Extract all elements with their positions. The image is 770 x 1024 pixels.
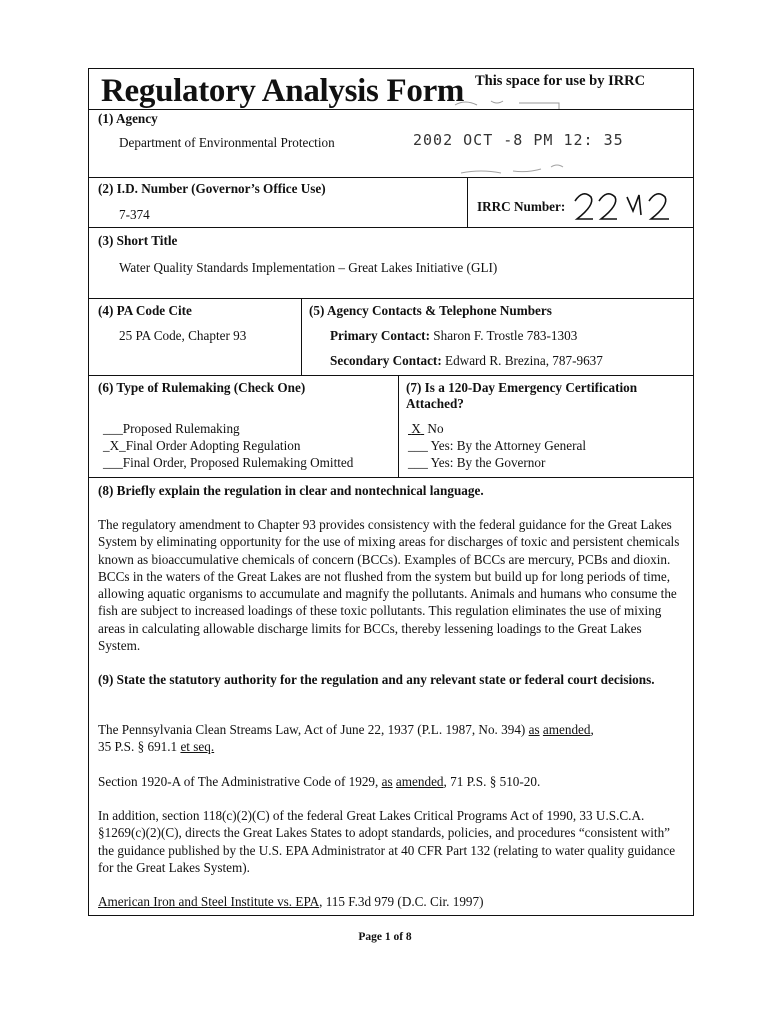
primary-contact-value: Sharon F. Trostle 783-1303 [433, 328, 578, 343]
authority-paragraph-2: Section 1920-A of The Administrative Code of 1929, as amended, 71 P.S. § 510-20. [98, 774, 541, 789]
divider [89, 375, 693, 376]
rulemaking-option [103, 421, 240, 437]
id-number-label: (2) I.D. Number (Governor’s Office Use) [98, 181, 326, 196]
pa-code-label: (4) PA Code Cite [98, 303, 192, 318]
authority-paragraph-3: In addition, section 118(c)(2)(C) of the federal Great Lakes Critical Programs Act of 1990, 33 U.S.C.A. §1269(c)(2)(C), directs the Great Lakes States to adopt standards, policies, and procedures “consistent with” the guidance published by the U.S. EPA Administrator at 40 CFR Part 132 (relating to water quality guidance for the Great Lakes System). [98, 808, 676, 875]
regulatory-analysis-form [88, 68, 694, 916]
authority-paragraph-1: The Pennsylvania Clean Streams Law, Act of June 22, 1937 (P.L. 1987, No. 394) as amended, 35 P.S. § 691.1 et seq. [98, 722, 594, 755]
option-text: Proposed Rulemaking [122, 421, 240, 436]
check-mark: ___ [408, 438, 428, 453]
received-stamp: 2002 OCT -8 PM 12: 35 [413, 131, 624, 149]
emergency-label-line2: Attached? [406, 396, 464, 411]
divider [89, 227, 693, 228]
divider [89, 298, 693, 299]
emergency-option [408, 421, 444, 437]
option-text: No [427, 421, 444, 436]
check-mark: ___ [408, 455, 428, 470]
divider [89, 109, 693, 110]
divider [89, 177, 693, 178]
emergency-label-line1: (7) Is a 120-Day Emergency Certification [406, 380, 638, 395]
pa-code-value: 25 PA Code, Chapter 93 [119, 328, 247, 343]
short-title-value: Water Quality Standards Implementation – Great Lakes Initiative (GLI) [119, 260, 498, 275]
rulemaking-option [103, 438, 300, 454]
divider [89, 477, 693, 478]
check-mark: _X_ [103, 438, 126, 453]
rulemaking-label: (6) Type of Rulemaking (Check One) [98, 380, 306, 395]
option-text: Final Order, Proposed Rulemaking Omitted [122, 455, 354, 470]
primary-contact-label: Primary Contact: [330, 328, 430, 343]
short-title-label: (3) Short Title [98, 233, 178, 248]
case-citation-link[interactable]: American Iron and Steel Institute vs. EPA [98, 894, 320, 909]
check-mark: ___ [103, 455, 123, 470]
received-stamp-marks [401, 89, 581, 189]
agency-value: Department of Environmental Protection [119, 135, 335, 150]
secondary-contact-value: Edward R. Brezina, 787-9637 [445, 353, 603, 368]
authority-label: (9) State the statutory authority for the regulation and any relevant state or federal court decisions. [98, 672, 655, 687]
authority-paragraph-4: American Iron and Steel Institute vs. EPA, 115 F.3d 979 (D.C. Cir. 1997) [98, 894, 484, 909]
secondary-contact-label: Secondary Contact: [330, 353, 442, 368]
check-mark: X [411, 421, 421, 436]
divider [467, 177, 468, 227]
primary-contact [330, 328, 577, 344]
contacts-label: (5) Agency Contacts & Telephone Numbers [309, 303, 552, 318]
irrc-space-label: This space for use by IRRC [475, 73, 646, 89]
option-text: Final Order Adopting Regulation [125, 438, 301, 453]
option-text: Yes: By the Attorney General [430, 438, 587, 453]
form-title: Regulatory Analysis Form [101, 73, 465, 109]
rulemaking-option [103, 455, 353, 471]
agency-label: (1) Agency [98, 111, 158, 126]
divider [301, 298, 302, 375]
secondary-contact [330, 353, 603, 369]
page-number: Page 1 of 8 [358, 931, 412, 943]
id-number-value: 7-374 [119, 207, 150, 222]
check-mark: ___ [103, 421, 123, 436]
option-text: Yes: By the Governor [430, 455, 546, 470]
irrc-number-label: IRRC Number: [477, 199, 566, 214]
explain-label: (8) Briefly explain the regulation in clear and nontechnical language. [98, 483, 484, 498]
irrc-number-handwritten [569, 179, 687, 225]
divider [398, 375, 399, 477]
emergency-option [408, 455, 545, 471]
emergency-option [408, 438, 586, 454]
explain-body: The regulatory amendment to Chapter 93 provides consistency with the federal guidance for the Great Lakes System by eliminating opportunity for the use of mixing areas for discharges of toxic and persistent chemicals known as bioaccumulative chemicals of concern (BCCs). Examples of BCCs are mercury, PCBs and dioxin. BCCs in the waters of the Great Lakes are not flushed from the system but build up for long periods of time, allowing aquatic organisms to accumulate and magnify the pollutants. Animals and humans who consume the fish are subject to increased loadings of these toxic pollutants. This regulation eliminates the use of mixing areas in calculating allowable discharge limits for BCCs, thereby lessening loadings to the Great Lakes System. [98, 517, 680, 654]
